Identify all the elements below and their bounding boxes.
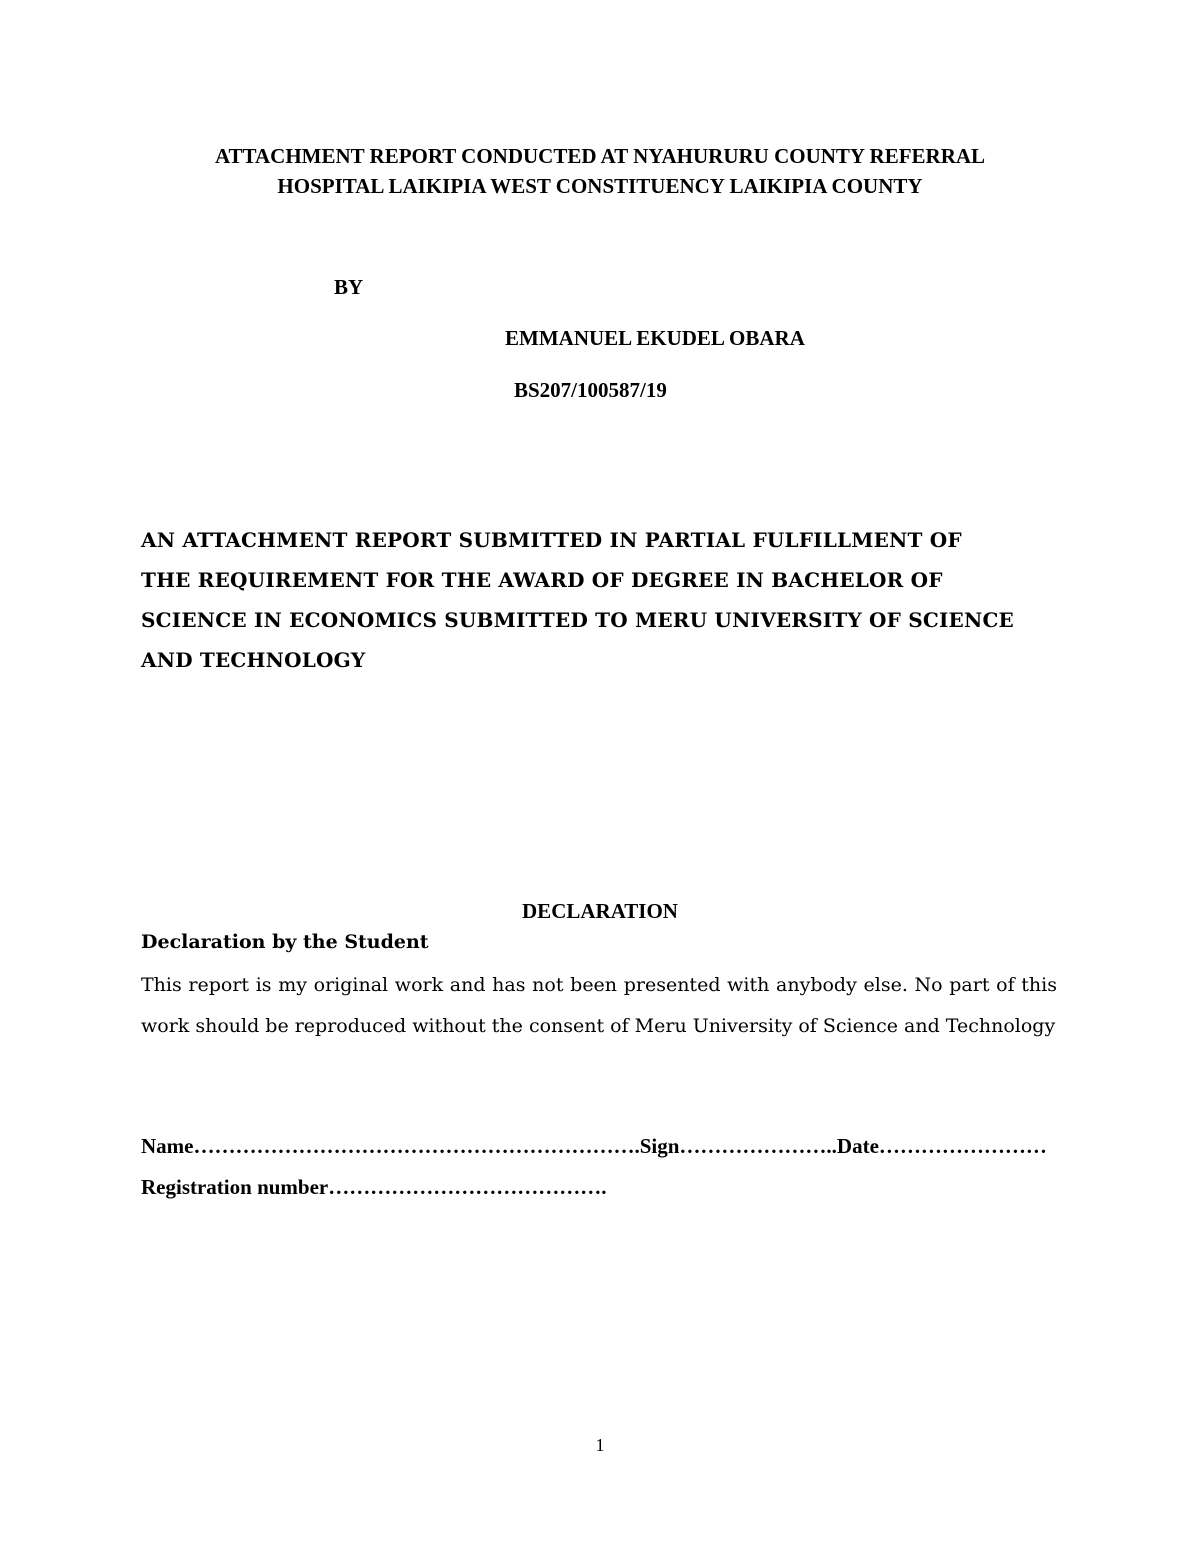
declaration-body: This report is my original work and has not been presented with anybody else. No part of this work should be reproduced without the consent of Meru University of Science and Technology bbox=[141, 974, 1057, 1037]
submission-statement-line: AN ATTACHMENT REPORT SUBMITTED IN PARTIAL FULFILLMENT OF bbox=[141, 528, 962, 552]
registration-number-line: Registration number…………………………………. bbox=[141, 1175, 607, 1199]
declaration-heading: DECLARATION bbox=[522, 899, 678, 923]
page-number: 1 bbox=[595, 1435, 605, 1455]
registration-number: BS207/100587/19 bbox=[514, 378, 667, 402]
report-title-line-2: HOSPITAL LAIKIPIA WEST CONSTITUENCY LAIKIPIA COUNTY bbox=[277, 174, 923, 198]
submission-statement-line: AND TECHNOLOGY bbox=[141, 648, 366, 672]
submission-statement-line: THE REQUIREMENT FOR THE AWARD OF DEGREE IN BACHELOR OF bbox=[141, 568, 943, 592]
submission-statement-line: SCIENCE IN ECONOMICS SUBMITTED TO MERU UNIVERSITY OF SCIENCE bbox=[141, 608, 1015, 632]
by-label: BY bbox=[334, 275, 364, 299]
name-sign-date-line: Name……………………………………………………….Sign…………………..Date…………………… bbox=[141, 1134, 1047, 1158]
report-title-line-1: ATTACHMENT REPORT CONDUCTED AT NYAHURURU COUNTY REFERRAL bbox=[214, 144, 986, 168]
author-name: EMMANUEL EKUDEL OBARA bbox=[505, 326, 805, 350]
student-declaration-heading: Declaration by the Student bbox=[141, 931, 429, 953]
